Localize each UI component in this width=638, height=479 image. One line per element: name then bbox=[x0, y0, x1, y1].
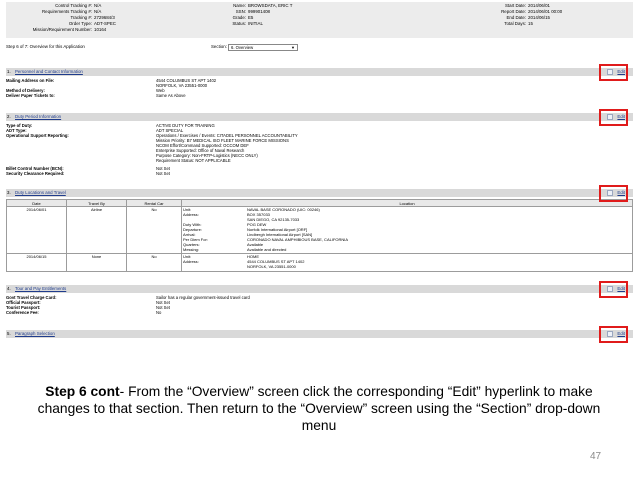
field-label: Official Passport: bbox=[6, 300, 41, 305]
field-value: No bbox=[156, 310, 162, 315]
section-link-paragraph[interactable]: Paragraph Selection bbox=[15, 331, 55, 336]
section-label: Section: bbox=[211, 44, 227, 49]
field-label: Name: bbox=[233, 3, 246, 8]
section-dropdown-value: 6. Overview bbox=[231, 45, 254, 50]
tour-pay-details bbox=[6, 295, 633, 317]
field-value: ACTIVE DUTY FOR TRAINING bbox=[156, 123, 215, 128]
field-value: E5 bbox=[248, 15, 254, 20]
field-value: 2014/06/15 bbox=[528, 15, 550, 20]
location-value: Lindbergh International Airport [SAN] bbox=[247, 232, 313, 237]
rental-car-cell: No bbox=[127, 254, 182, 272]
edit-link-duty-period[interactable]: Edit bbox=[617, 114, 625, 119]
field-label: Total Days: bbox=[504, 21, 526, 26]
field-label: Mission/Requirement Number: bbox=[32, 27, 92, 32]
field-label: Control Tracking #: bbox=[55, 3, 92, 8]
field-value: Web bbox=[156, 88, 165, 93]
field-value: NCOM Effort/Command Supported: OCCOM DEF bbox=[156, 143, 249, 148]
edit-link-tour-pay[interactable]: Edit bbox=[617, 286, 625, 291]
location-key: Departure: bbox=[183, 227, 202, 232]
field-value: Sailor has a regular government-issued travel card bbox=[156, 295, 250, 300]
field-label: Type of Duty: bbox=[6, 123, 33, 128]
location-value: NAVAL BASE CORONADO (UIC: 00246) bbox=[247, 207, 320, 212]
column-header: Date bbox=[7, 200, 67, 207]
edit-highlight-box bbox=[599, 326, 628, 343]
section-number: 4. bbox=[7, 286, 11, 291]
field-value: 999901408 bbox=[248, 9, 270, 14]
field-label: Security Clearance Required: bbox=[6, 171, 65, 176]
header-dates-column bbox=[396, 3, 562, 27]
location-value: Available bbox=[247, 242, 264, 247]
field-value: 4544 COLUMBUS ST APT 1402 bbox=[156, 78, 217, 83]
field-value: Same As Above bbox=[156, 93, 186, 98]
field-value: Purpose Category: Non-FRTP-Logistics (NECC ONLY) bbox=[156, 153, 258, 158]
location-key bbox=[183, 264, 247, 269]
field-value: ADT-SPEC bbox=[94, 21, 116, 26]
table-row bbox=[7, 207, 633, 254]
field-label: Status: bbox=[232, 21, 246, 26]
section-link-duty-period[interactable]: Duty Period Information bbox=[15, 114, 62, 119]
section-number: 1. bbox=[7, 69, 11, 74]
location-cell bbox=[182, 254, 633, 272]
edit-link-personnel[interactable]: Edit bbox=[617, 69, 625, 74]
field-label: Grade: bbox=[232, 15, 246, 20]
field-label: Govt Travel Charge Card: bbox=[6, 295, 57, 300]
location-value: Available and directed bbox=[247, 247, 287, 252]
field-label: Mailing Address on File: bbox=[6, 78, 55, 83]
field-value: 2014/06/01 00:00 bbox=[528, 9, 563, 14]
field-value: ADT SPECIAL bbox=[156, 128, 184, 133]
field-label: Report Date: bbox=[501, 9, 526, 14]
edit-highlight-box bbox=[599, 185, 628, 202]
section-bar-duty-period bbox=[6, 113, 633, 121]
field-label: Operational Support Reporting: bbox=[6, 133, 69, 138]
rental-car-cell: No bbox=[127, 207, 182, 254]
field-value: NORFOLK, VA 23551-0000 bbox=[156, 83, 208, 88]
instruction-caption bbox=[20, 383, 618, 434]
personnel-details bbox=[6, 78, 633, 102]
location-value: POG DEW bbox=[247, 222, 267, 227]
location-key: Arrival: bbox=[183, 232, 196, 237]
location-key: Address: bbox=[183, 259, 199, 264]
column-header: Rental Car bbox=[127, 200, 182, 207]
location-key: Per Diem For: bbox=[183, 237, 208, 242]
page-number: 47 bbox=[590, 451, 602, 462]
dropdown-arrow-icon: ▼ bbox=[291, 45, 295, 50]
field-label: Order Type: bbox=[68, 21, 92, 26]
travel-table bbox=[6, 199, 633, 272]
field-value: 2729684/3 bbox=[94, 15, 115, 20]
location-key: Unit: bbox=[183, 207, 192, 212]
field-label: End Date: bbox=[506, 15, 526, 20]
location-key: Address: bbox=[183, 212, 199, 217]
field-label: Method of Delivery: bbox=[6, 88, 45, 93]
field-value: N/A bbox=[94, 9, 102, 14]
table-header-row bbox=[7, 200, 633, 207]
field-value: Requirement Status: NOT APPLICABLE bbox=[156, 158, 231, 163]
field-value: Operations / Exercises / Events: CITADEL PERSONNEL ACCOUNTABILITY bbox=[156, 133, 298, 138]
location-cell bbox=[182, 207, 633, 254]
section-number: 5. bbox=[7, 331, 11, 336]
column-header: Travel By bbox=[67, 200, 127, 207]
step-text: Step 6 of 7: Overview for this Application bbox=[6, 44, 85, 49]
caption-text: - From the “Overview” screen click the corresponding “Edit” hyperlink to make changes to that section. Then return to the “Overview” screen using the “Section” drop-down menu bbox=[37, 384, 601, 433]
field-label: SSN: bbox=[235, 9, 246, 14]
location-value: NORFOLK, VA 23551-0000 bbox=[247, 264, 296, 269]
section-bar-personnel bbox=[6, 68, 633, 76]
section-link-duty-locations[interactable]: Duty Locations and Travel bbox=[15, 190, 66, 195]
section-number: 3. bbox=[7, 190, 11, 195]
field-value: Not Set bbox=[156, 171, 170, 176]
travel-by-cell: None bbox=[67, 254, 127, 272]
duty-period-details bbox=[6, 123, 633, 181]
location-value: HOME bbox=[247, 254, 259, 259]
field-value: N/A bbox=[94, 3, 102, 8]
field-label: Billet Control Number (BCN): bbox=[6, 166, 64, 171]
date-cell: 2014/06/15 bbox=[7, 254, 67, 272]
location-key: Duty With: bbox=[183, 222, 202, 227]
location-key: Unit: bbox=[183, 254, 192, 259]
edit-highlight-box bbox=[599, 64, 628, 81]
edit-highlight-box bbox=[599, 281, 628, 298]
application-header bbox=[6, 2, 633, 38]
field-value: BROWSDATA, ERIC T bbox=[248, 3, 293, 8]
field-value: 10164 bbox=[94, 27, 107, 32]
section-link-personnel[interactable]: Personnel and Contact Information bbox=[15, 69, 83, 74]
field-value: Mission Priority: B7 MEDICAL ISO FLEET MARINE FORCE MISSIONS bbox=[156, 138, 289, 143]
location-value: Norfolk International Airport [ORF] bbox=[247, 227, 308, 232]
location-value: SAN DIEGO, CA 92135-7033 bbox=[247, 217, 300, 222]
field-value: 15 bbox=[528, 21, 533, 26]
section-link-tour-pay[interactable]: Tour and Pay Entitlements bbox=[15, 286, 67, 291]
field-label: Tracking #: bbox=[70, 15, 92, 20]
field-label: ADT Type: bbox=[6, 128, 27, 133]
location-value: CORONADO NAVAL AMPHIBIOUS BASE, CALIFORNIA bbox=[247, 237, 349, 242]
field-value: Not Set bbox=[156, 300, 170, 305]
field-label: Start Date: bbox=[505, 3, 526, 8]
field-value: Not Set bbox=[156, 166, 170, 171]
field-label: Requirements Tracking #: bbox=[41, 9, 92, 14]
field-label: Conference Fee: bbox=[6, 310, 39, 315]
section-dropdown[interactable] bbox=[228, 44, 298, 51]
field-value: Enterprise Supported: Office of Naval Research bbox=[156, 148, 245, 153]
table-row bbox=[7, 254, 633, 272]
location-key: Messing: bbox=[183, 247, 200, 252]
section-number: 2. bbox=[7, 114, 11, 119]
field-value: INITIAL bbox=[248, 21, 263, 26]
travel-by-cell: Airline bbox=[67, 207, 127, 254]
section-bar-tour-pay bbox=[6, 285, 633, 293]
caption-step-label: Step 6 cont bbox=[45, 384, 120, 399]
edit-highlight-box bbox=[599, 109, 628, 126]
header-member-column bbox=[176, 3, 292, 27]
field-label: Deliver Paper Tickets to: bbox=[6, 93, 55, 98]
application-screenshot bbox=[6, 2, 633, 359]
location-value: 4544 COLUMBUS ST APT 1402 bbox=[247, 259, 305, 264]
field-value: 2014/06/01 bbox=[528, 3, 550, 8]
field-value: Not Set bbox=[156, 305, 170, 310]
location-key: Quarters: bbox=[183, 242, 200, 247]
section-bar-paragraph bbox=[6, 330, 633, 338]
location-value: BOX 357033 bbox=[247, 212, 270, 217]
column-header: Location bbox=[182, 200, 633, 207]
header-tracking-column bbox=[6, 3, 116, 33]
edit-link-duty-locations[interactable]: Edit bbox=[617, 190, 625, 195]
date-cell: 2014/06/01 bbox=[7, 207, 67, 254]
edit-link-paragraph[interactable]: Edit bbox=[617, 331, 625, 336]
section-bar-duty-locations bbox=[6, 189, 633, 197]
field-label: Tourist Passport: bbox=[6, 305, 41, 310]
step-indicator bbox=[6, 42, 633, 52]
